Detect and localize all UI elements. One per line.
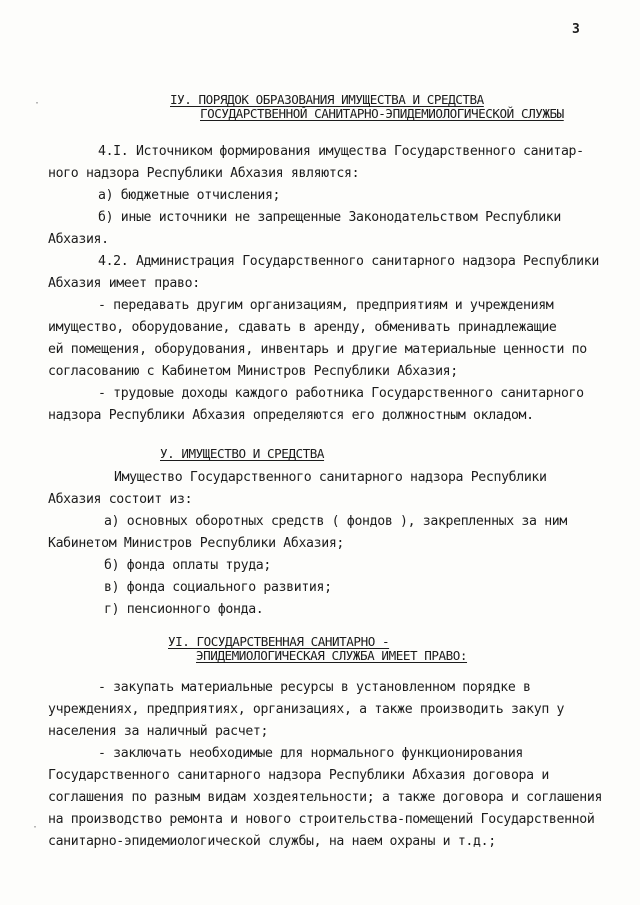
paragraph-line: надзора Республики Абхазия определяются его должностным окладом. — [48, 408, 534, 423]
list-item: в) фонда социального развития; — [104, 580, 332, 595]
list-item: - заключать необходимые для нормального функционирования — [98, 746, 524, 761]
list-item: а) бюджетные отчисления; — [98, 188, 281, 203]
page-number: 3 — [572, 22, 580, 37]
paragraph-line: санитарно-эпидемиологической службы, на наем охраны и т.д.; — [48, 834, 496, 849]
paragraph-line: Государственного санитарного надзора Республики Абхазия договора и — [48, 768, 549, 783]
section-4-heading-line-1: IУ. ПОРЯДОК ОБРАЗОВАНИЯ ИМУЩЕСТВА И СРЕДСТВА — [170, 92, 484, 107]
paragraph-line: на производство ремонта и нового строительства-помещений Государственной — [48, 812, 595, 827]
list-item: а) основных оборотных средств ( фондов ), закрепленных за ним — [104, 514, 567, 529]
paragraph-line: 4.I. Источником формирования имущества Государственного санитар- — [98, 144, 584, 159]
paragraph-line: ного надзора Республики Абхазия являются: — [48, 166, 360, 181]
paragraph-line: Имущество Государственного санитарного надзора Республики — [114, 470, 547, 485]
section-4-heading-line-2: ГОСУДАРСТВЕННОЙ САНИТАРНО-ЭПИДЕМИОЛОГИЧЕСКОЙ СЛУЖБЫ — [200, 106, 564, 121]
paragraph-line: населения за наличный расчет; — [48, 724, 269, 739]
paragraph-line: соглашения по разным видам хоздеятельности; а также договора и соглашения — [48, 790, 603, 805]
list-item: б) иные источники не запрещенные Законодательством Республики — [98, 210, 561, 225]
paragraph-line: согласованию с Кабинетом Министров Республики Абхазия; — [48, 364, 458, 379]
paragraph-line: Абхазия. — [48, 232, 109, 247]
scan-mark: · — [32, 822, 39, 833]
paragraph-line: 4.2. Администрация Государственного санитарного надзора Республики — [98, 254, 599, 269]
paragraph-line: учреждениях, предприятиях, организациях, а также производить закуп у — [48, 702, 565, 717]
list-item: - закупать материальные ресурсы в установленном порядке в — [98, 680, 531, 695]
paragraph-line: Кабинетом Министров Республики Абхазия; — [48, 536, 344, 551]
paragraph-line: ей помещения, оборудования, инвентарь и другие материальные ценности по — [48, 342, 587, 357]
section-6-heading-line-1: УI. ГОСУДАРСТВЕННАЯ САНИТАРНО - — [168, 634, 390, 649]
list-item: - передавать другим организациям, предприятиям и учреждениям — [98, 298, 554, 313]
scan-mark: · — [34, 98, 41, 109]
paragraph-line: имущество, оборудование, сдавать в аренду, обменивать принадлежащие — [48, 320, 557, 335]
list-item: б) фонда оплаты труда; — [104, 558, 271, 573]
paragraph-line: Абхазия состоит из: — [48, 492, 193, 507]
section-6-heading-line-2: ЭПИДЕМИОЛОГИЧЕСКАЯ СЛУЖБА ИМЕЕТ ПРАВО: — [196, 648, 468, 663]
section-5-heading: У. ИМУЩЕСТВО И СРЕДСТВА — [160, 446, 325, 461]
paragraph-line: Абхазия имеет право: — [48, 276, 200, 291]
list-item: г) пенсионного фонда. — [104, 602, 264, 617]
list-item: - трудовые доходы каждого работника Государственного санитарного — [98, 386, 584, 401]
